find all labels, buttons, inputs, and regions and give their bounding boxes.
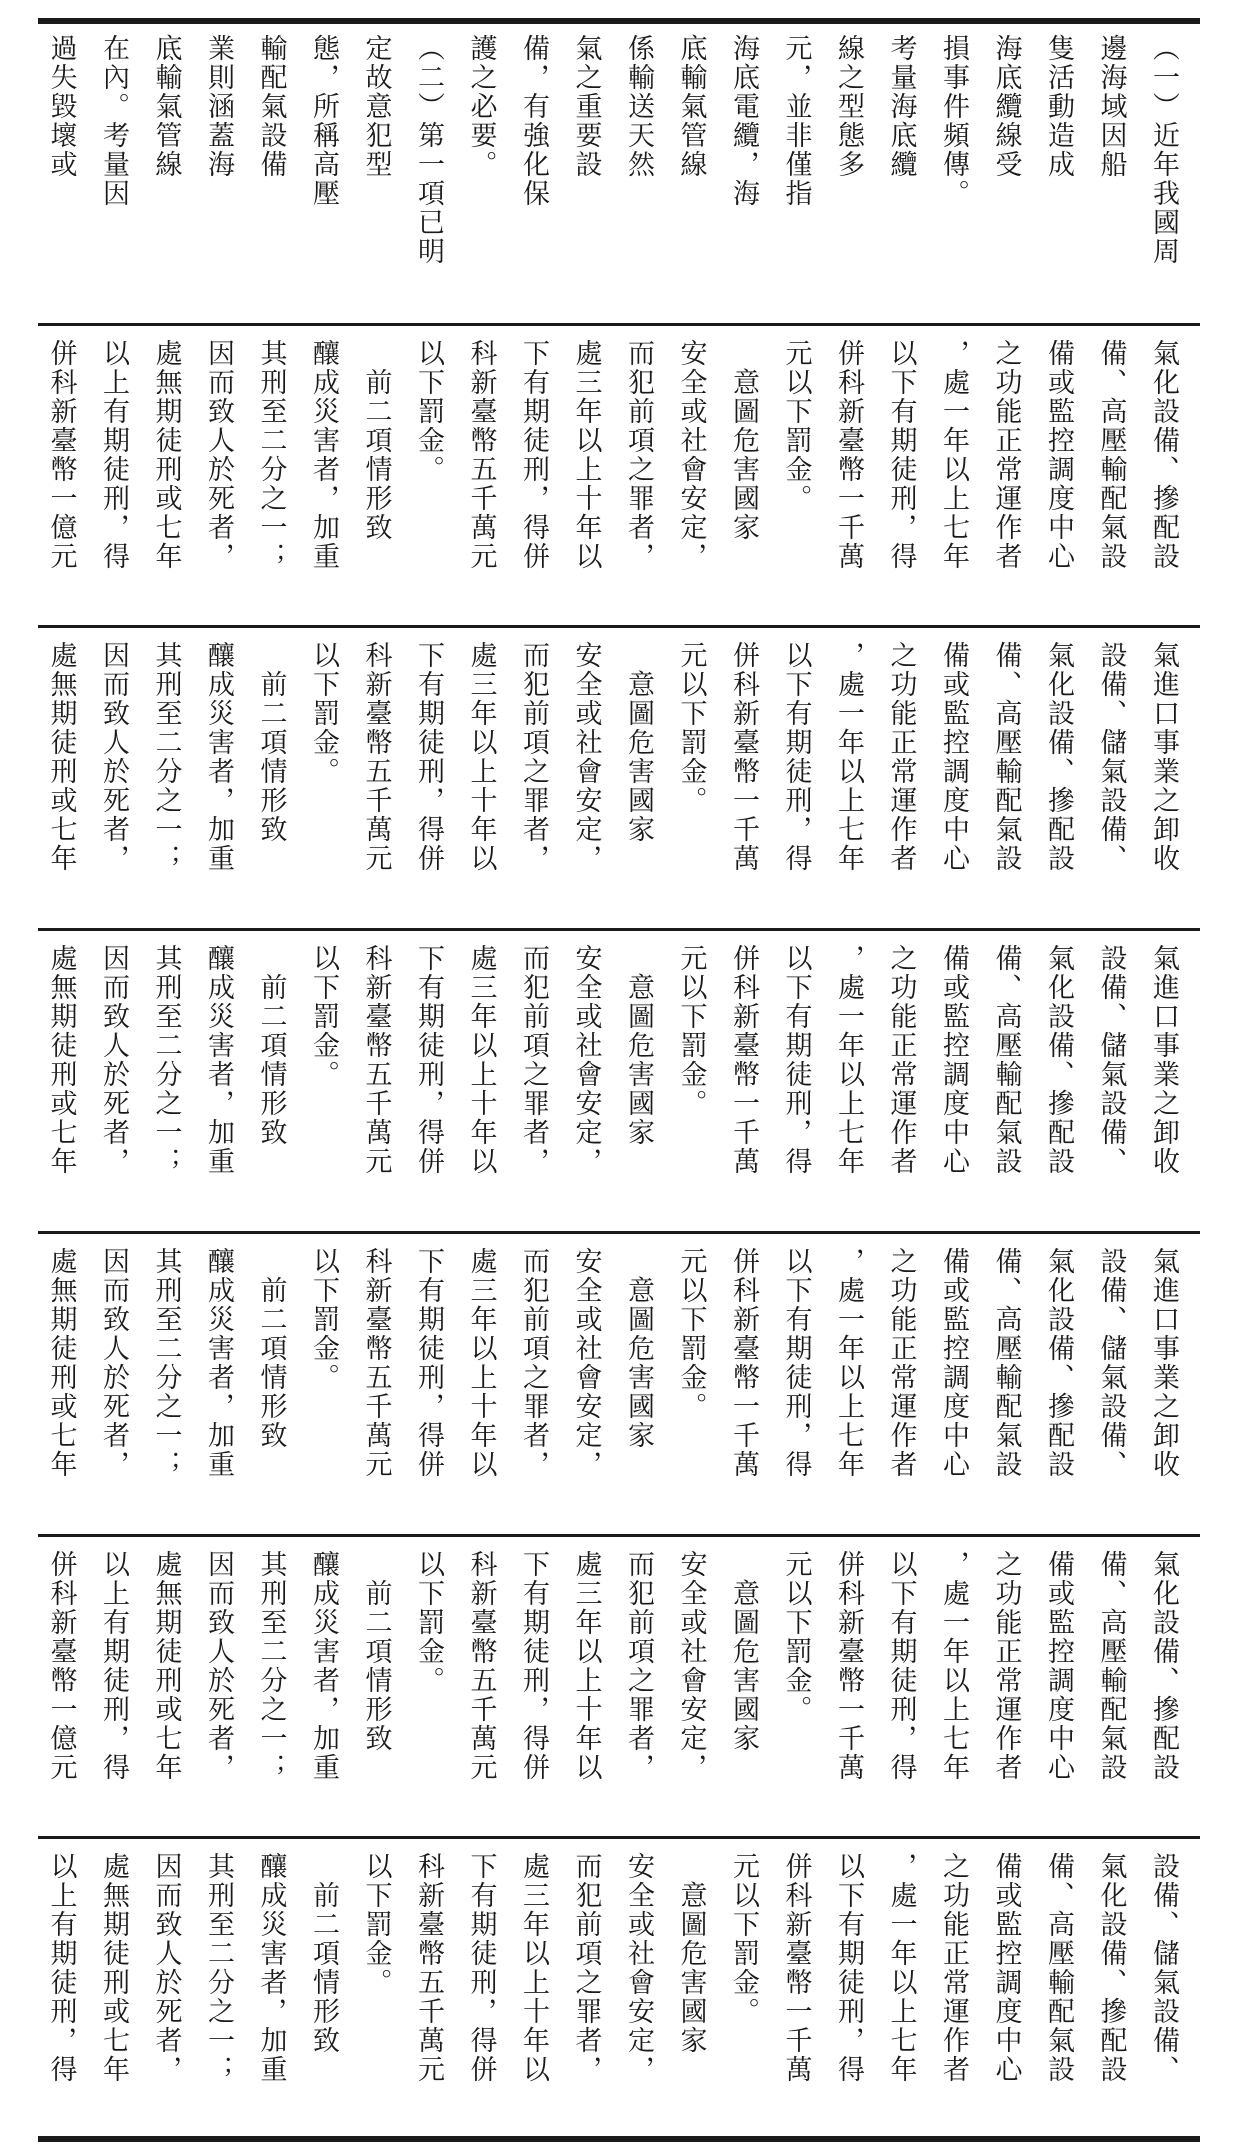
text-column: 併科新臺幣一千萬 bbox=[833, 339, 864, 571]
text-column: （一）近年我國周 bbox=[1148, 34, 1179, 266]
text-column: 在內。考量因 bbox=[98, 34, 129, 208]
text-column: 業則涵蓋海 bbox=[203, 34, 234, 179]
text-column: 處無期徒刑或七年 bbox=[45, 944, 77, 1176]
text-column: 備、高壓輸配氣設 bbox=[990, 641, 1022, 873]
text-column: 科新臺幣五千萬元 bbox=[413, 1852, 444, 2084]
text-column: 以下有期徒刑，得 bbox=[780, 1247, 812, 1479]
text-column: 備或監控調度中心 bbox=[1043, 339, 1074, 571]
text-section-7 bbox=[38, 1852, 1200, 2126]
text-column: 處無期徒刑或七年 bbox=[98, 1852, 129, 2084]
text-column: 備、高壓輸配氣設 bbox=[1043, 1852, 1074, 2084]
text-column: 意圖危害國家 bbox=[675, 1852, 707, 2055]
text-column: 以上有期徒刑，得 bbox=[45, 1852, 77, 2084]
text-column: 氣化設備、摻配設 bbox=[1043, 1247, 1074, 1479]
text-column: 其刑至二分之一； bbox=[150, 641, 182, 873]
text-column: 備、高壓輸配氣設 bbox=[990, 944, 1022, 1176]
text-column: 護之必要。 bbox=[465, 34, 497, 179]
text-column: 態，所稱高壓 bbox=[308, 34, 339, 208]
text-section-5 bbox=[38, 1247, 1200, 1524]
text-column: 備，有強化保 bbox=[518, 34, 549, 208]
text-column: 係輸送天然 bbox=[623, 34, 654, 179]
text-column: 氣化設備、摻配設 bbox=[1148, 339, 1179, 571]
text-column: 意圖危害國家 bbox=[623, 944, 654, 1147]
text-column: 氣化設備、摻配設 bbox=[1148, 1550, 1179, 1782]
text-column: 併科新臺幣一千萬 bbox=[833, 1550, 864, 1782]
text-column: 氣進口事業之卸收 bbox=[1148, 1247, 1179, 1479]
text-column: 輸配氣設備 bbox=[255, 34, 287, 179]
text-column: 備或監控調度中心 bbox=[938, 641, 969, 873]
text-column: ，處一年以上七年 bbox=[833, 641, 864, 873]
text-column: 處三年以上十年以 bbox=[518, 1852, 549, 2084]
text-column: 因而致人於死者， bbox=[98, 641, 129, 873]
text-column: 處無期徒刑或七年 bbox=[150, 339, 182, 571]
text-column: 釀成災害者，加重 bbox=[308, 339, 339, 571]
text-column: 處三年以上十年以 bbox=[570, 1550, 602, 1782]
text-column: 併科新臺幣一千萬 bbox=[780, 1852, 812, 2084]
text-column: 底輸氣管線 bbox=[150, 34, 182, 179]
text-column: 前二項情形致 bbox=[360, 339, 392, 542]
text-column: 元，並非僅指 bbox=[780, 34, 812, 208]
horizontal-rule bbox=[38, 1836, 1200, 1839]
horizontal-rule bbox=[38, 928, 1200, 931]
text-column: 前二項情形致 bbox=[308, 1852, 339, 2055]
text-column: 元以下罰金。 bbox=[675, 641, 707, 815]
text-column: ，處一年以上七年 bbox=[885, 1852, 917, 2084]
text-column: 邊海域因船 bbox=[1095, 34, 1127, 179]
text-column: 以下罰金。 bbox=[308, 641, 339, 786]
text-column: 設備、儲氣設備、 bbox=[1095, 641, 1127, 873]
text-column: 科新臺幣五千萬元 bbox=[360, 944, 392, 1176]
text-column: 以上有期徒刑，得 bbox=[98, 339, 129, 571]
text-column: 海底電纜，海 bbox=[728, 34, 759, 208]
text-column: 以下有期徒刑，得 bbox=[780, 641, 812, 873]
text-column: 之功能正常運作者 bbox=[990, 1550, 1022, 1782]
horizontal-rule bbox=[38, 1231, 1200, 1234]
text-column: 之功能正常運作者 bbox=[938, 1852, 969, 2084]
text-column: 處三年以上十年以 bbox=[570, 339, 602, 571]
text-column: 以下罰金。 bbox=[308, 944, 339, 1089]
text-column: 備、高壓輸配氣設 bbox=[990, 1247, 1022, 1479]
text-column: 其刑至二分之一； bbox=[203, 1852, 234, 2084]
text-column: 損事件頻傳。 bbox=[938, 34, 969, 208]
text-column: 以下罰金。 bbox=[413, 339, 444, 484]
text-column: 併科新臺幣一千萬 bbox=[728, 641, 759, 873]
text-column: 元以下罰金。 bbox=[675, 944, 707, 1118]
text-column: 氣化設備、摻配設 bbox=[1043, 944, 1074, 1176]
text-column: 而犯前項之罪者， bbox=[623, 339, 654, 571]
text-column: 併科新臺幣一千萬 bbox=[728, 944, 759, 1176]
text-column: 前二項情形致 bbox=[255, 641, 287, 844]
horizontal-rule bbox=[38, 18, 1200, 24]
text-column: 海底纜線受 bbox=[990, 34, 1022, 179]
text-column: 設備、儲氣設備、 bbox=[1095, 944, 1127, 1176]
horizontal-rule bbox=[38, 323, 1200, 326]
text-column: （二）第一項已明 bbox=[413, 34, 444, 266]
text-column: 而犯前項之罪者， bbox=[518, 944, 549, 1176]
text-column: 釀成災害者，加重 bbox=[203, 641, 234, 873]
text-column: 安全或社會安定， bbox=[675, 1550, 707, 1782]
text-column: 以下有期徒刑，得 bbox=[885, 339, 917, 571]
text-column: 因而致人於死者， bbox=[98, 1247, 129, 1479]
text-section-1 bbox=[38, 34, 1200, 313]
text-column: 氣化設備、摻配設 bbox=[1095, 1852, 1127, 2084]
text-column: 其刑至二分之一； bbox=[255, 339, 287, 571]
text-column: 科新臺幣五千萬元 bbox=[465, 339, 497, 571]
text-column: 之功能正常運作者 bbox=[990, 339, 1022, 571]
text-section-3 bbox=[38, 641, 1200, 918]
text-column: 備、高壓輸配氣設 bbox=[1095, 1550, 1127, 1782]
text-column: 以上有期徒刑，得 bbox=[98, 1550, 129, 1782]
text-column: 下有期徒刑，得併 bbox=[465, 1852, 497, 2084]
text-column: 氣進口事業之卸收 bbox=[1148, 641, 1179, 873]
text-column: 元以下罰金。 bbox=[780, 1550, 812, 1724]
text-column: 而犯前項之罪者， bbox=[518, 641, 549, 873]
text-column: 釀成災害者，加重 bbox=[308, 1550, 339, 1782]
text-column: 其刑至二分之一； bbox=[255, 1550, 287, 1782]
text-column: 因而致人於死者， bbox=[98, 944, 129, 1176]
text-column: 線之型態多 bbox=[833, 34, 864, 179]
text-column: 氣進口事業之卸收 bbox=[1148, 944, 1179, 1176]
text-column: 併科新臺幣一億元 bbox=[45, 1550, 77, 1782]
text-column: 意圖危害國家 bbox=[623, 641, 654, 844]
text-column: 下有期徒刑，得併 bbox=[413, 641, 444, 873]
text-column: 釀成災害者，加重 bbox=[255, 1852, 287, 2084]
text-column: 設備、儲氣設備、 bbox=[1095, 1247, 1127, 1479]
text-column: 而犯前項之罪者， bbox=[570, 1852, 602, 2084]
text-column: 氣化設備、摻配設 bbox=[1043, 641, 1074, 873]
horizontal-rule bbox=[38, 625, 1200, 628]
text-column: 下有期徒刑，得併 bbox=[518, 339, 549, 571]
text-column: 過失毀壞或 bbox=[45, 34, 77, 179]
text-column: 釀成災害者，加重 bbox=[203, 1247, 234, 1479]
text-column: 前二項情形致 bbox=[360, 1550, 392, 1753]
text-section-6 bbox=[38, 1550, 1200, 1826]
text-column: 安全或社會安定， bbox=[570, 1247, 602, 1479]
text-column: 前二項情形致 bbox=[255, 1247, 287, 1450]
text-column: 意圖危害國家 bbox=[623, 1247, 654, 1450]
text-column: 安全或社會安定， bbox=[623, 1852, 654, 2084]
text-column: 併科新臺幣一億元 bbox=[45, 339, 77, 571]
text-section-4 bbox=[38, 944, 1200, 1221]
text-column: 處無期徒刑或七年 bbox=[45, 641, 77, 873]
text-column: 處無期徒刑或七年 bbox=[45, 1247, 77, 1479]
text-column: 備或監控調度中心 bbox=[938, 1247, 969, 1479]
text-column: 下有期徒刑，得併 bbox=[413, 944, 444, 1176]
text-column: 科新臺幣五千萬元 bbox=[465, 1550, 497, 1782]
text-column: 前二項情形致 bbox=[255, 944, 287, 1147]
text-column: 意圖危害國家 bbox=[728, 1550, 759, 1753]
text-column: 氣之重要設 bbox=[570, 34, 602, 179]
text-column: 元以下罰金。 bbox=[675, 1247, 707, 1421]
text-column: 備、高壓輸配氣設 bbox=[1095, 339, 1127, 571]
text-column: 之功能正常運作者 bbox=[885, 1247, 917, 1479]
text-column: 因而致人於死者， bbox=[150, 1852, 182, 2084]
text-column: 處無期徒刑或七年 bbox=[150, 1550, 182, 1782]
text-column: 以下有期徒刑，得 bbox=[833, 1852, 864, 2084]
text-column: 因而致人於死者， bbox=[203, 339, 234, 571]
text-column: 其刑至二分之一； bbox=[150, 944, 182, 1176]
text-column: ，處一年以上七年 bbox=[833, 944, 864, 1176]
text-column: 以下罰金。 bbox=[413, 1550, 444, 1695]
text-column: 以下罰金。 bbox=[360, 1852, 392, 1997]
text-column: 科新臺幣五千萬元 bbox=[360, 1247, 392, 1479]
text-column: 意圖危害國家 bbox=[728, 339, 759, 542]
text-column: 底輸氣管線 bbox=[675, 34, 707, 179]
text-column: 而犯前項之罪者， bbox=[623, 1550, 654, 1782]
text-column: 因而致人於死者， bbox=[203, 1550, 234, 1782]
text-column: 以下罰金。 bbox=[308, 1247, 339, 1392]
text-column: 處三年以上十年以 bbox=[465, 944, 497, 1176]
text-column: 安全或社會安定， bbox=[570, 641, 602, 873]
text-column: 元以下罰金。 bbox=[780, 339, 812, 513]
text-column: 以下有期徒刑，得 bbox=[780, 944, 812, 1176]
text-column: 處三年以上十年以 bbox=[465, 641, 497, 873]
text-column: 備或監控調度中心 bbox=[990, 1852, 1022, 2084]
text-column: 其刑至二分之一； bbox=[150, 1247, 182, 1479]
text-column: 備或監控調度中心 bbox=[938, 944, 969, 1176]
text-column: 併科新臺幣一千萬 bbox=[728, 1247, 759, 1479]
horizontal-rule bbox=[38, 1534, 1200, 1537]
text-column: 設備、儲氣設備、 bbox=[1148, 1852, 1179, 2084]
text-section-2 bbox=[38, 339, 1200, 615]
text-column: 備或監控調度中心 bbox=[1043, 1550, 1074, 1782]
text-column: 下有期徒刑，得併 bbox=[518, 1550, 549, 1782]
text-column: 定故意犯型 bbox=[360, 34, 392, 179]
text-column: 處三年以上十年以 bbox=[465, 1247, 497, 1479]
text-column: 考量海底纜 bbox=[885, 34, 917, 179]
text-column: 之功能正常運作者 bbox=[885, 944, 917, 1176]
text-column: 而犯前項之罪者， bbox=[518, 1247, 549, 1479]
text-column: ，處一年以上七年 bbox=[938, 1550, 969, 1782]
text-column: 以下有期徒刑，得 bbox=[885, 1550, 917, 1782]
text-column: ，處一年以上七年 bbox=[833, 1247, 864, 1479]
text-column: ，處一年以上七年 bbox=[938, 339, 969, 571]
horizontal-rule bbox=[38, 2136, 1200, 2142]
text-column: 安全或社會安定， bbox=[570, 944, 602, 1176]
text-column: 安全或社會安定， bbox=[675, 339, 707, 571]
text-column: 科新臺幣五千萬元 bbox=[360, 641, 392, 873]
text-column: 下有期徒刑，得併 bbox=[413, 1247, 444, 1479]
text-column: 之功能正常運作者 bbox=[885, 641, 917, 873]
text-column: 隻活動造成 bbox=[1043, 34, 1074, 179]
text-column: 元以下罰金。 bbox=[728, 1852, 759, 2026]
text-column: 釀成災害者，加重 bbox=[203, 944, 234, 1176]
